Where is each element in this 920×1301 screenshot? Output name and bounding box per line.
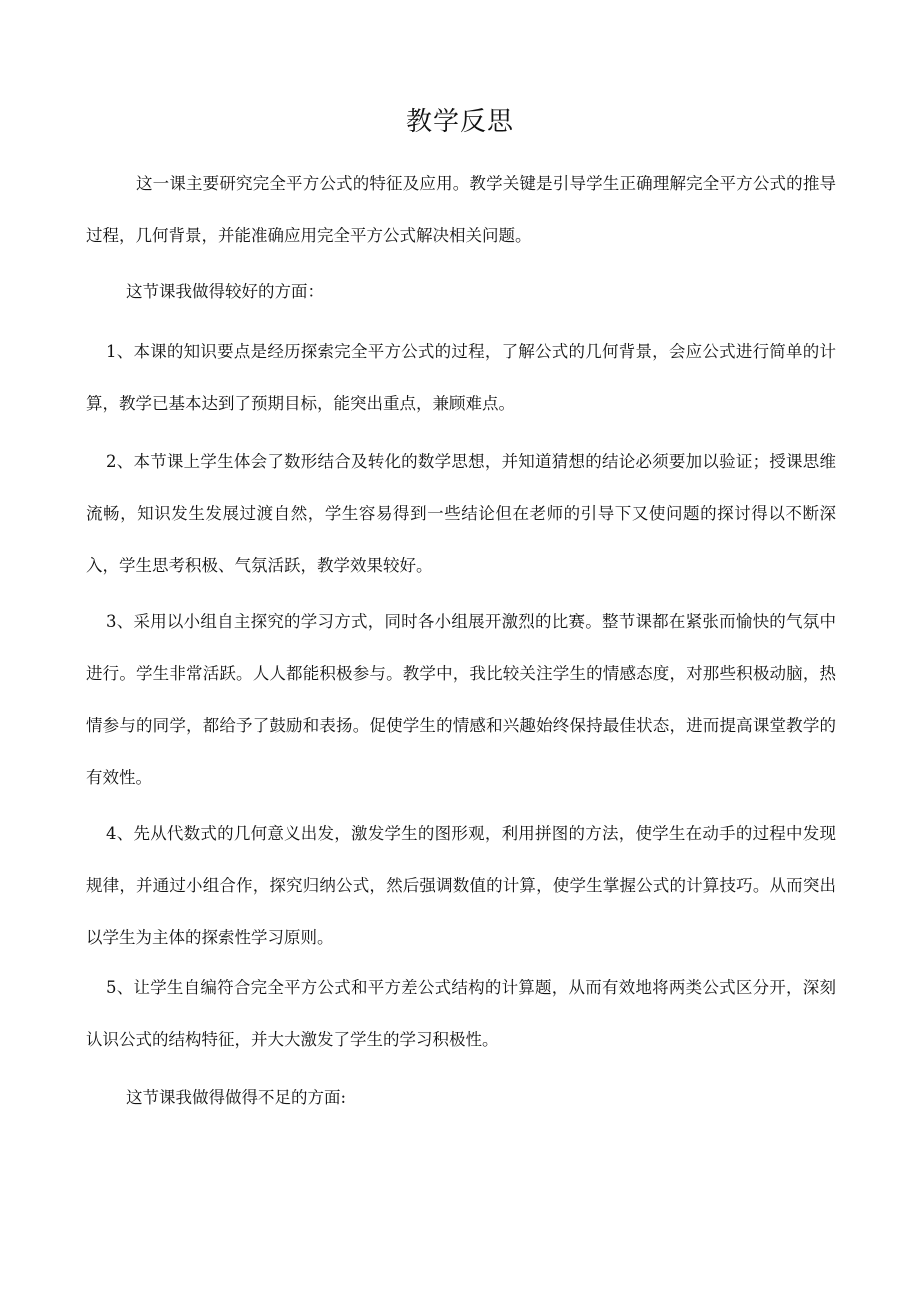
point-3-paragraph: 3、采用以小组自主探究的学习方式，同时各小组展开激烈的比赛。整节课都在紧张而愉快的气氛中进行。学生非常活跃。人人都能积极参与。教学中，我比较关注学生的情感态度，对那些积极动脑，热情参与的同学，都给予了鼓励和表扬。促使学生的情感和兴趣始终保持最佳状态，进而提高课堂教学的有效性。: [86, 612, 836, 787]
shortcomings-heading: 这节课我做得做得不足的方面:: [126, 1088, 347, 1107]
good-aspects-heading: 这节课我做得较好的方面：: [126, 282, 324, 301]
point-5-paragraph: 5、让学生自编符合完全平方公式和平方差公式结构的计算题，从而有效地将两类公式区分开，深刻认识公式的结构特征，并大大激发了学生的学习积极性。: [86, 978, 836, 1049]
intro-paragraph: 这一课主要研究完全平方公式的特征及应用。教学关键是引导学生正确理解完全平方公式的推导过程，几何背景，并能准确应用完全平方公式解决相关问题。: [86, 174, 836, 245]
point-4-paragraph: 4、先从代数式的几何意义出发，激发学生的图形观，利用拼图的方法，使学生在动手的过程中发现规律，并通过小组合作，探究归纳公式，然后强调数值的计算，使学生掌握公式的计算技巧。从而突出以学生为主体的探索性学习原则。: [86, 824, 836, 947]
point-2-paragraph: 2、本节课上学生体会了数形结合及转化的数学思想，并知道猜想的结论必须要加以验证；授课思维流畅，知识发生发展过渡自然，学生容易得到一些结论但在老师的引导下又使问题的探讨得以不断深入，学生思考积极、气氛活跃，教学效果较好。: [86, 452, 836, 575]
point-1-paragraph: 1、本课的知识要点是经历探索完全平方公式的过程，了解公式的几何背景，会应公式进行简单的计算，教学已基本达到了预期目标，能突出重点，兼顾难点。: [86, 342, 836, 413]
page-title: 教学反思: [405, 107, 514, 137]
